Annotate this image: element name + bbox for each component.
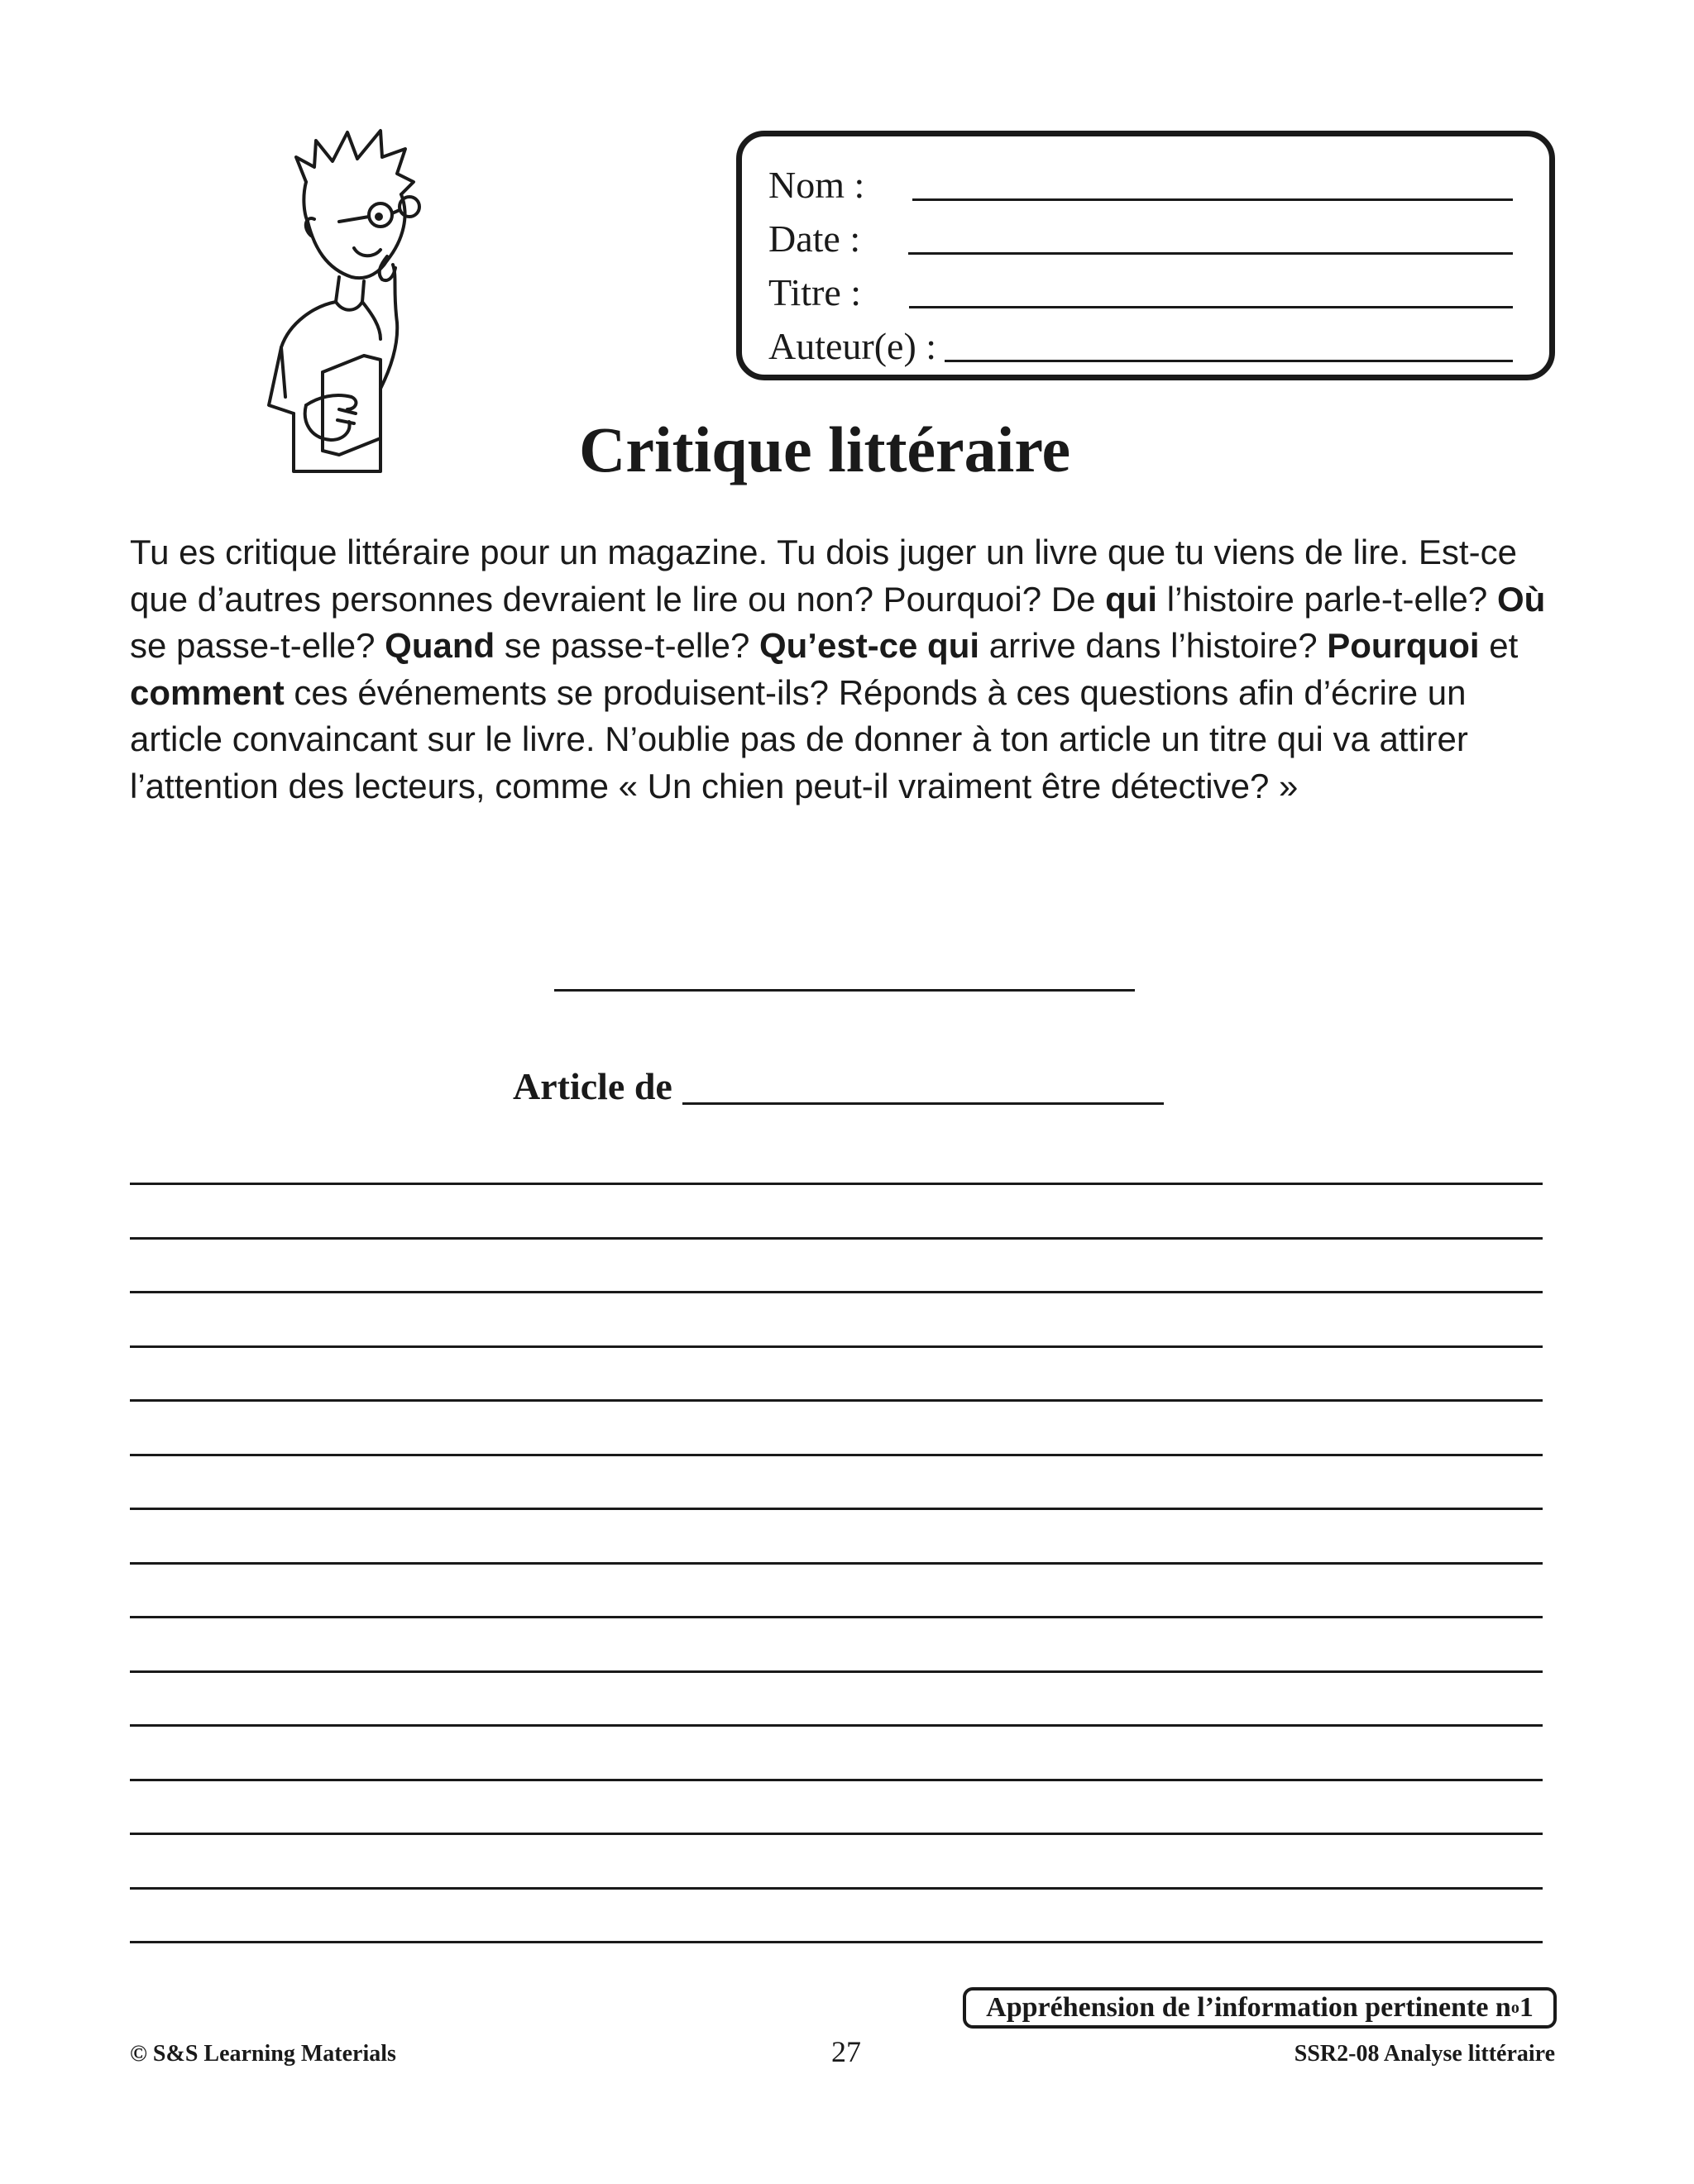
- date-field[interactable]: [768, 208, 1513, 258]
- keyword-ou: Où: [1496, 579, 1546, 619]
- boy-reading-illustration: [256, 124, 471, 488]
- instructions-text: se passe-t-elle?: [130, 626, 385, 665]
- keyword-pourquoi: Pourquoi: [1327, 626, 1480, 665]
- writing-line[interactable]: [130, 1291, 1543, 1293]
- writing-line[interactable]: [130, 1454, 1543, 1456]
- book-title-field[interactable]: [768, 262, 1513, 312]
- name-input-line[interactable]: [912, 198, 1513, 201]
- writing-line[interactable]: [130, 1399, 1543, 1402]
- footer-copyright: © S&S Learning Materials: [130, 2041, 396, 2067]
- instructions-text: Tu es critique littéraire pour un magazine. Tu dois juger un livre que tu viens de lire. Est-ce que d’autres personnes devraient le lire ou non? Pourquoi? De: [130, 533, 1517, 619]
- skill-badge-superscript: o: [1510, 1998, 1519, 2017]
- skill-badge: [963, 1987, 1557, 2029]
- book-title-label: Titre :: [768, 271, 862, 313]
- instructions-text: et: [1479, 626, 1519, 665]
- instructions-text: arrive dans l’histoire?: [979, 626, 1328, 665]
- student-info-box: [736, 131, 1555, 380]
- author-input-line[interactable]: [945, 360, 1513, 362]
- writing-line[interactable]: [130, 1779, 1543, 1781]
- instructions-text: ces événements se produisent-ils? Réponds à ces questions afin d’écrire un article convaincant sur le livre. N’oublie pas de donner à ton article un titre qui va attirer l’attention des lecteurs, comme « Un chien peut-il vraiment être détective? »: [130, 672, 1468, 805]
- article-author-input-line[interactable]: [682, 1102, 1164, 1105]
- footer-product-code: SSR2-08 Analyse littéraire: [1294, 2041, 1555, 2067]
- date-label: Date :: [768, 217, 861, 260]
- page-number: 27: [831, 2035, 861, 2068]
- keyword-qui: qui: [1105, 579, 1158, 619]
- writing-line[interactable]: [130, 1887, 1543, 1890]
- writing-line[interactable]: [130, 1670, 1543, 1673]
- date-input-line[interactable]: [908, 252, 1513, 255]
- article-author-label: Article de: [513, 1065, 672, 1107]
- writing-line[interactable]: [130, 1833, 1543, 1835]
- writing-line[interactable]: [130, 1183, 1543, 1185]
- instructions-paragraph: [130, 529, 1553, 810]
- article-title-input-line[interactable]: [554, 989, 1135, 992]
- writing-line[interactable]: [130, 1562, 1543, 1565]
- keyword-quand: Quand: [385, 626, 495, 665]
- writing-line[interactable]: [130, 1508, 1543, 1510]
- writing-line[interactable]: [130, 1941, 1543, 1943]
- name-field[interactable]: [768, 155, 1513, 204]
- article-author-field[interactable]: [513, 1059, 1164, 1108]
- writing-line[interactable]: [130, 1345, 1543, 1348]
- skill-badge-number: 1: [1519, 1992, 1534, 2023]
- author-field[interactable]: [768, 316, 1513, 366]
- page-title: Critique littéraire: [579, 413, 1071, 485]
- instructions-text: se passe-t-elle?: [495, 626, 759, 665]
- keyword-comment: comment: [130, 672, 285, 712]
- writing-line[interactable]: [130, 1616, 1543, 1618]
- book-title-input-line[interactable]: [909, 306, 1513, 308]
- writing-line[interactable]: [130, 1237, 1543, 1240]
- name-label: Nom :: [768, 164, 865, 206]
- keyword-quest-ce-qui: Qu’est-ce qui: [758, 626, 980, 665]
- writing-line[interactable]: [130, 1724, 1543, 1727]
- writing-area[interactable]: [130, 1183, 1543, 1995]
- skill-badge-text: Appréhension de l’information pertinente n: [986, 1992, 1511, 2023]
- author-label: Auteur(e) :: [768, 325, 937, 367]
- instructions-text: l’histoire parle-t-elle?: [1157, 579, 1497, 619]
